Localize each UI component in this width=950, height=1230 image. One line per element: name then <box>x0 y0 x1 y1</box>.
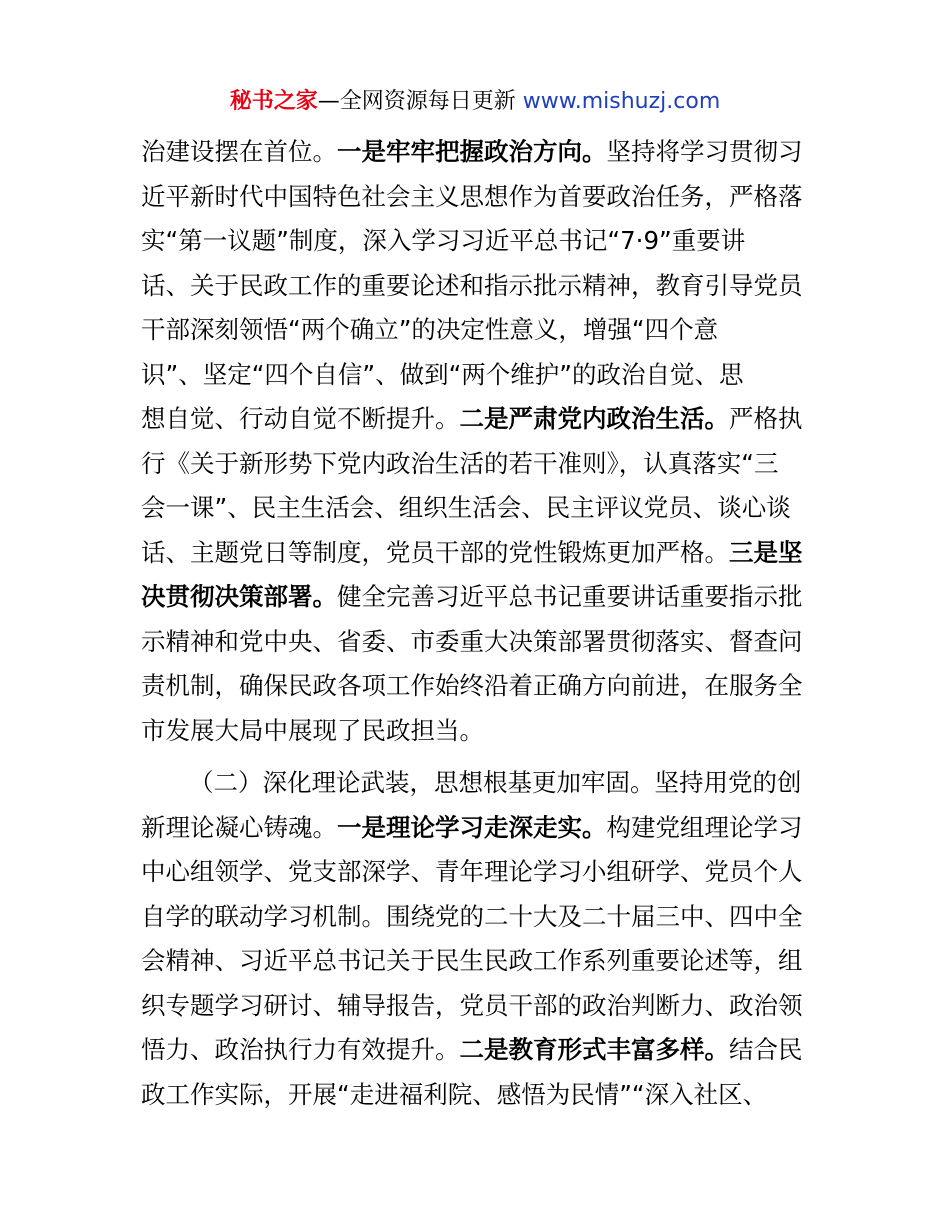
text-line <box>141 219 816 264</box>
text-line <box>141 264 816 309</box>
bold-heading-text: 二是教育形式丰富多样。 <box>459 1035 729 1064</box>
paragraph-gap <box>141 753 816 761</box>
body-text-span: 示精神和党中央、省委、市委重大决策部署贯彻落实、督查问 <box>141 626 803 656</box>
bold-heading-text: 三是坚 <box>729 537 803 567</box>
header-brand: 秘书之家 <box>229 89 318 114</box>
text-line <box>141 397 816 442</box>
text-line <box>141 709 816 754</box>
body-text-span: 严格执 <box>729 404 803 433</box>
body-text-span: 健全完善习近平总书记重要讲话重要指示批 <box>337 582 803 611</box>
text-line <box>141 486 816 531</box>
body-text-span: 实“第一议题”制度，深入学习习近平总书记“7·9”重要讲 <box>141 226 746 255</box>
text-line <box>141 353 816 398</box>
text-line <box>141 442 816 487</box>
body-text-span: 新理论凝心铸魂。 <box>141 812 337 842</box>
body-text-span: 坚持将学习贯彻习 <box>606 137 803 166</box>
text-line <box>141 130 816 175</box>
header-tagline: —全网资源每日更新 <box>317 89 523 114</box>
text-line <box>141 531 816 576</box>
bold-heading-text: 二是严肃党内政治生活。 <box>459 404 729 433</box>
body-text-span: 治建设摆在首位。 <box>141 137 337 166</box>
body-text-span: 干部深刻领悟“两个确立”的决定性意义，增强“四个意 <box>141 315 719 344</box>
body-text-span: 织专题学习研讨、辅导报告，党员干部的政治判断力、政治领 <box>141 990 803 1020</box>
header-url-link[interactable]: www.mishuzj.com <box>522 89 721 114</box>
bold-heading-text: 一是理论学习走深走实。 <box>337 812 607 842</box>
text-line <box>141 939 816 984</box>
body-text-span: 责机制，确保民政各项工作始终沿着正确方向前进，在服务全 <box>141 671 803 700</box>
document-body <box>141 130 816 1117</box>
text-line <box>141 1028 816 1073</box>
text-line <box>141 308 816 353</box>
text-line <box>141 895 816 940</box>
body-text-span: 识”、坚定“四个自信”、做到“两个维护”的政治自觉、思 <box>141 359 744 389</box>
body-text-span: 构建党组理论学习 <box>606 812 803 842</box>
bold-heading-text: 一是牢牢把握政治方向。 <box>337 137 607 166</box>
body-text-span: 结合民 <box>729 1035 803 1064</box>
body-text-span: 会一课”、民主生活会、组织生活会、民主评议党员、谈心谈 <box>141 493 791 522</box>
text-line <box>141 984 816 1029</box>
body-text-span: 悟力、政治执行力有效提升。 <box>141 1035 460 1064</box>
body-text-span: 近平新时代中国特色社会主义思想作为首要政治任务，严格落 <box>141 181 803 211</box>
body-text-span: 话、主题党日等制度，党员干部的党性锻炼更加严格。 <box>141 537 729 567</box>
text-line <box>141 850 816 895</box>
body-text-span: 话、关于民政工作的重要论述和指示批示精神，教育引导党员 <box>141 270 803 300</box>
body-text-span: 行《关于新形势下党内政治生活的若干准则》，认真落实“三 <box>141 448 779 478</box>
body-text-span: 会精神、习近平总书记关于民生民政工作系列重要论述等，组 <box>141 946 803 975</box>
text-line <box>141 761 816 806</box>
text-line <box>141 664 816 709</box>
text-line <box>141 620 816 665</box>
body-text-span: 中心组领学、党支部深学、青年理论学习小组研学、党员个人 <box>141 857 803 886</box>
bold-heading-text: 决贯彻决策部署。 <box>141 582 337 611</box>
page-header <box>0 86 950 118</box>
text-line <box>141 806 816 851</box>
text-line <box>141 1073 816 1118</box>
text-line <box>141 575 816 620</box>
body-text-span: 自学的联动学习机制。围绕党的二十大及二十届三中、四中全 <box>141 901 803 931</box>
body-text-span: （二）深化理论武装，思想根基更加牢固。坚持用党的创 <box>189 768 802 797</box>
body-text-span: 想自觉、行动自觉不断提升。 <box>141 404 460 433</box>
body-text-span: 市发展大局中展现了民政担当。 <box>141 715 484 745</box>
text-line <box>141 175 816 220</box>
body-text-span: 政工作实际，开展“走进福利院、感悟为民情”“深入社区、 <box>141 1079 768 1109</box>
